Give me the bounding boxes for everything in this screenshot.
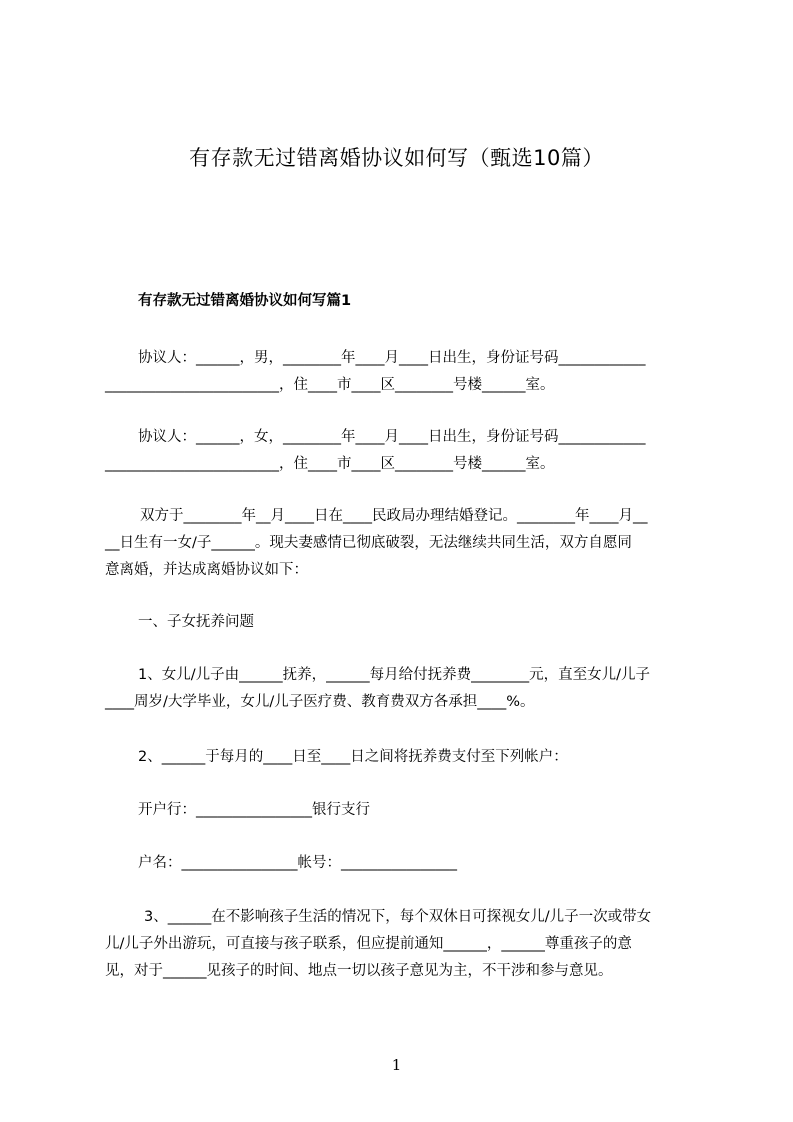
paragraph-line: ________________________，住____市____区________号楼______室。 — [105, 456, 555, 472]
paragraph-line: 儿/儿子外出游玩，可直接与孩子联系，但应提前通知______，______尊重孩子的意 — [105, 936, 632, 952]
paragraph-line: 双方于________年__月____日在____民政局办理结婚登记。________年____月__ — [140, 508, 648, 524]
page-number: 1 — [391, 1056, 402, 1074]
section-heading: 有存款无过错离婚协议如何写篇1 — [138, 293, 352, 309]
paragraph-line: 协议人：______，女，________年____月____日出生，身份证号码____________ — [138, 429, 646, 445]
paragraph-line: 2、______于每月的____日至____日之间将抚养费支付至下列帐户： — [138, 749, 568, 765]
paragraph-line: __日生有一女/子______。现夫妻感情已彻底破裂，无法继续共同生活，双方自愿同 — [105, 535, 632, 551]
paragraph-line: 见，对于______见孩子的时间、地点一切以孩子意见为主，不干涉和参与意见。 — [105, 963, 613, 979]
paragraph-line: 开户行：________________银行支行 — [138, 802, 370, 818]
section-subheading: 一、子女抚养问题 — [138, 614, 254, 630]
document-title: 有存款无过错离婚协议如何写（甄选10篇） — [189, 146, 604, 170]
paragraph-line: 户名：________________帐号：________________ — [138, 855, 457, 871]
paragraph-line: ____周岁/大学毕业，女儿/儿子医疗费、教育费双方各承担____%。 — [105, 694, 535, 710]
paragraph-line: ________________________，住____市____区________号楼______室。 — [105, 377, 555, 393]
paragraph-line: 1、女儿/儿子由______抚养，______每月给付抚养费________元，直至女儿/儿子 — [138, 667, 650, 683]
paragraph-line: 3、______在不影响孩子生活的情况下，每个双休日可探视女儿/儿子一次或带女 — [144, 909, 652, 925]
paragraph-line: 意离婚，并达成离婚协议如下： — [105, 562, 308, 578]
paragraph-line: 协议人：______，男，________年____月____日出生，身份证号码____________ — [138, 350, 646, 366]
